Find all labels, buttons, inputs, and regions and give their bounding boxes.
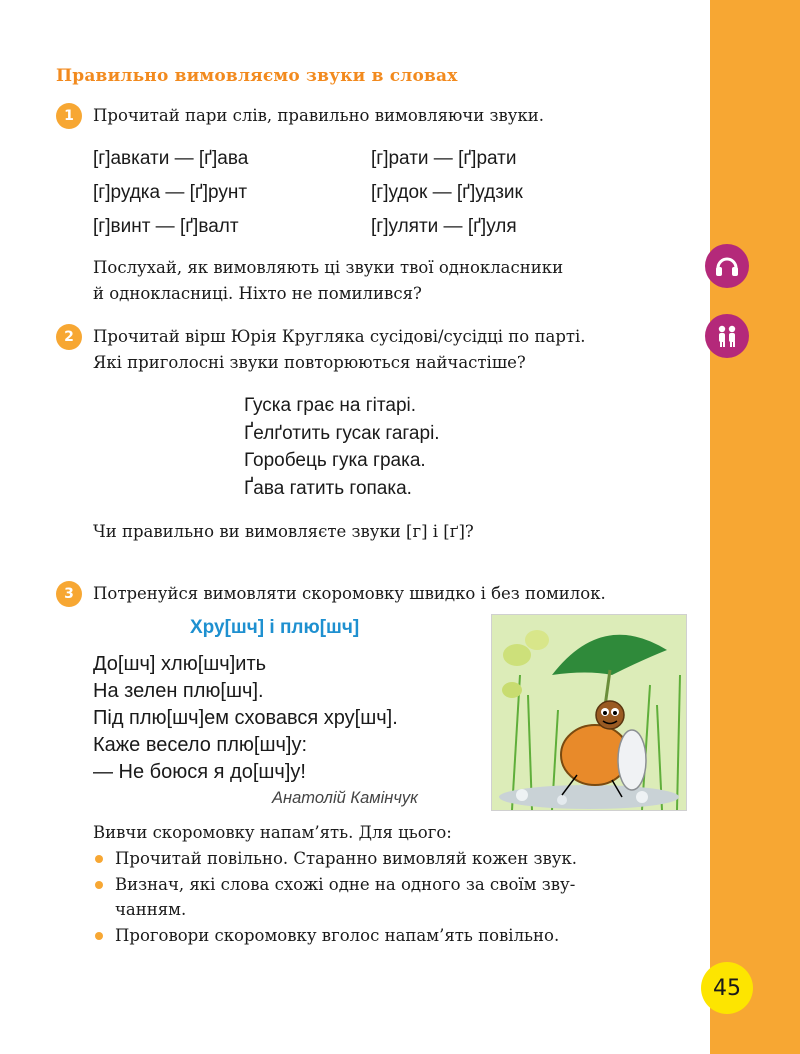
twister-line: Каже весело плю[шч]у: [93, 734, 308, 756]
listen-line: й однокласниці. Ніхто не помилився? [93, 284, 422, 303]
margin-band [710, 0, 800, 1054]
instruction-line: Прочитай вірш Юрія Кругляка сусідові/сусідці по парті. [93, 327, 586, 346]
tongue-twister-title: Хру[шч] і плю[шч] [190, 617, 360, 638]
pair-cell: [г]уляти — [ґ]уля [371, 216, 517, 237]
pair-cell: [г]авкати — [ґ]ава [93, 148, 249, 169]
listen-line: Послухай, як вимовляють ці звуки твої однокласники [93, 258, 564, 277]
task1-listen [93, 255, 693, 307]
poem-author: Анатолій Камінчук [272, 789, 418, 807]
poem [244, 392, 440, 502]
twister-line: На зелен плю[шч]. [93, 680, 264, 702]
poem-line: Гуска грає на гітарі. [244, 395, 417, 416]
task-number-2: 2 [56, 324, 82, 350]
learn-instruction: Вивчи скоромовку напам’ять. Для цього: [93, 823, 452, 842]
task1-instruction: Прочитай пари слів, правильно вимовляючи звуки. [93, 106, 545, 125]
poem-line: Ґелґотить гусак гагарі. [244, 422, 440, 444]
pair-row [93, 210, 613, 244]
bullet-item [93, 872, 693, 923]
pair-row [93, 142, 613, 176]
pair-cell: [г]рати — [ґ]рати [371, 148, 517, 169]
pair-cell: [г]рудка — [ґ]рунт [93, 182, 248, 203]
bullet-item: Проговори скоромовку вголос напам’ять повільно. [93, 923, 693, 949]
page-number: 45 [701, 962, 753, 1014]
task3-instruction: Потренуйся вимовляти скоромовку швидко і без помилок. [93, 584, 606, 603]
beetle-illustration [491, 614, 687, 811]
twister-line: Під плю[шч]ем сховався хру[шч]. [93, 707, 398, 729]
bullet-text-cont: чанням. [115, 900, 187, 919]
task-number-1: 1 [56, 103, 82, 129]
bullet-item: Прочитай повільно. Старанно вимовляй кожен звук. [93, 846, 693, 872]
poem-line: Ґава гатить гопака. [244, 477, 412, 499]
pair-work-icon [705, 314, 749, 358]
word-pairs [93, 142, 613, 244]
poem-line: Горобець гука грака. [244, 450, 426, 471]
pair-row [93, 176, 613, 210]
page-heading: Правильно вимовляємо звуки в словах [56, 66, 458, 86]
instruction-line: Які приголосні звуки повторюються найчастіше? [93, 353, 526, 372]
bullet-text: Визнач, які слова схожі одне на одного за своїм зву- [115, 874, 576, 894]
pair-cell: [г]удок — [ґ]удзик [371, 182, 523, 203]
tongue-twister [93, 651, 398, 786]
task2-instruction [93, 324, 693, 376]
learn-steps [93, 846, 693, 948]
task2-question: Чи правильно ви вимовляєте звуки [г] і [ґ]? [93, 522, 474, 541]
twister-line: — Не боюся я до[шч]у! [93, 761, 306, 783]
twister-line: До[шч] хлю[шч]ить [93, 653, 267, 675]
task-number-3: 3 [56, 581, 82, 607]
pair-cell: [г]винт — [ґ]валт [93, 216, 239, 237]
headphones-icon [705, 244, 749, 288]
